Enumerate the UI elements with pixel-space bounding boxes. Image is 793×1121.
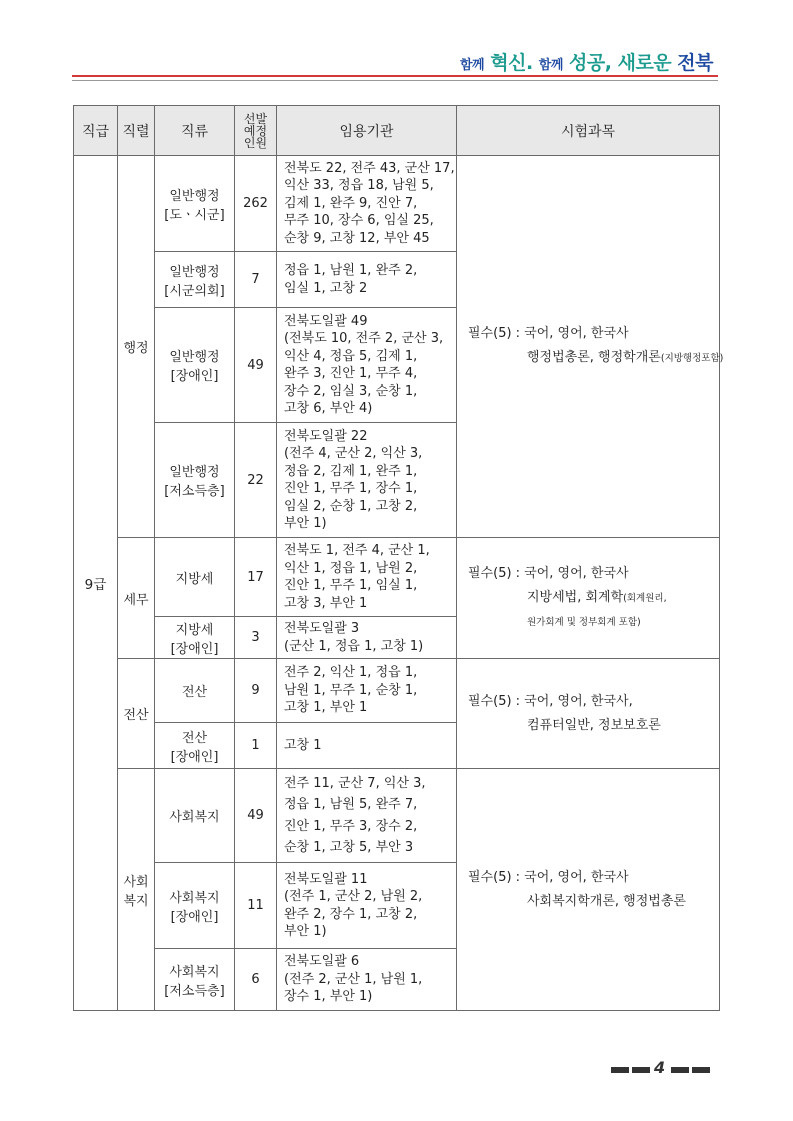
- agency-cell: [277, 863, 457, 949]
- slogan-part: 혁신: [490, 52, 526, 74]
- type-line: [장애인]: [170, 749, 219, 765]
- agency-line: 전주 2, 익산 1, 정읍 1,: [284, 665, 418, 681]
- subject-main: 컴퓨터일반, 정보보호론: [527, 717, 661, 733]
- count-cell: 11: [235, 863, 277, 949]
- count-cell: 6: [235, 949, 277, 1011]
- slogan-part: .: [525, 52, 533, 74]
- type-line: [시군의회]: [164, 283, 225, 299]
- series-line: 사회: [123, 874, 149, 890]
- type-line: 사회복지: [169, 890, 220, 906]
- agency-line: 부안 1): [284, 924, 327, 939]
- agency-line: 전북도일괄 11: [284, 871, 368, 887]
- table-row: [74, 769, 720, 863]
- page-bar-decoration: [671, 1067, 689, 1073]
- type-line: 일반행정: [169, 264, 220, 280]
- agency-line: 순창 9, 고창 12, 부안 45: [284, 230, 430, 246]
- slogan-part: 함께: [459, 58, 485, 73]
- type-line: 사회복지: [169, 964, 220, 980]
- agency-line: 익산 1, 정읍 1, 남원 2,: [284, 560, 418, 576]
- subject-line: 필수(5) : 국어, 영어, 한국사: [468, 326, 629, 341]
- agency-line: (전주 2, 군산 1, 남원 1,: [284, 971, 423, 987]
- type-cell: [155, 659, 235, 723]
- subject-main: 행정법총론, 행정학개론: [527, 350, 661, 365]
- slogan-part: 성공: [569, 52, 605, 74]
- slogan-part: 전북: [677, 52, 713, 74]
- type-cell: [155, 423, 235, 538]
- header-count-line: 선발: [243, 111, 268, 126]
- recruitment-table: [73, 105, 724, 1011]
- agency-line: 익산 4, 정읍 5, 김제 1,: [284, 348, 418, 364]
- agency-cell: [277, 252, 457, 308]
- subject-line: [468, 890, 719, 914]
- agency-line: 고창 1: [284, 737, 322, 753]
- series-cell: [118, 156, 155, 538]
- count-cell: 9: [235, 659, 277, 723]
- type-line: [장애인]: [170, 641, 219, 657]
- agency-line: 전북도일괄 6: [284, 954, 360, 970]
- type-line: [저소득층]: [164, 484, 225, 499]
- agency-line: 완주 2, 장수 1, 고창 2,: [284, 906, 418, 922]
- agency-line: 정읍 1, 남원 5, 완주 7,: [284, 797, 418, 812]
- agency-line: 전북도일괄 22: [284, 428, 368, 444]
- count-cell: 7: [235, 252, 277, 308]
- subject-line: [468, 714, 719, 738]
- series-line: 복지: [123, 893, 149, 909]
- slogan-part: 새로운: [617, 52, 672, 74]
- header-slogan: [460, 48, 713, 75]
- agency-line: 장수 2, 임실 3, 순창 1,: [284, 383, 418, 399]
- agency-line: (군산 1, 정읍 1, 고창 1): [284, 638, 424, 654]
- slogan-part: 함께: [538, 58, 563, 73]
- subject-line: 필수(5) : 국어, 영어, 한국사: [468, 869, 629, 885]
- series-line: 행정: [123, 341, 149, 356]
- agency-cell: [277, 723, 457, 769]
- count-cell: 17: [235, 538, 277, 617]
- agency-line: 고창 3, 부안 1: [284, 595, 368, 611]
- agency-line: (전주 1, 군산 2, 남원 2,: [284, 889, 423, 904]
- type-line: 일반행정: [169, 350, 220, 365]
- type-cell: [155, 769, 235, 863]
- agency-line: 무주 10, 장수 6, 임실 25,: [284, 213, 434, 229]
- series-cell: [118, 659, 155, 769]
- header-count-line: 예정: [243, 123, 268, 138]
- type-line: 전산: [181, 685, 208, 700]
- agency-line: 부안 1): [284, 516, 327, 531]
- count-cell: 1: [235, 723, 277, 769]
- agency-line: 익산 33, 정읍 18, 남원 5,: [284, 178, 434, 194]
- agency-line: 전북도 1, 전주 4, 군산 1,: [284, 543, 430, 558]
- table-row: [74, 538, 720, 617]
- agency-line: 진안 1, 무주 1, 임실 1,: [284, 578, 418, 593]
- page-number: 4: [654, 1058, 666, 1077]
- type-cell: [155, 308, 235, 423]
- agency-line: 정읍 1, 남원 1, 완주 2,: [284, 263, 418, 278]
- subject-line: [468, 586, 719, 611]
- header-series: 직렬: [118, 106, 155, 156]
- subject-line: 필수(5) : 국어, 영어, 한국사,: [468, 693, 633, 709]
- header-agency: 임용기관: [277, 106, 457, 156]
- type-line: 사회복지: [169, 810, 220, 825]
- agency-line: 김제 1, 완주 9, 진안 7,: [284, 195, 418, 211]
- header-type: 직류: [155, 106, 235, 156]
- page-bar-decoration: [611, 1067, 629, 1073]
- agency-line: 순창 1, 고창 5, 부안 3: [284, 840, 414, 855]
- agency-cell: [277, 769, 457, 863]
- subject-note: (지방행정포함): [660, 353, 724, 364]
- agency-cell: [277, 156, 457, 252]
- type-line: [저소득층]: [164, 983, 225, 999]
- agency-cell: [277, 617, 457, 659]
- series-cell: [118, 769, 155, 1011]
- type-cell: [155, 723, 235, 769]
- agency-cell: [277, 308, 457, 423]
- type-cell: [155, 538, 235, 617]
- count-cell: 49: [235, 308, 277, 423]
- agency-line: 완주 3, 진안 1, 무주 4,: [284, 366, 418, 381]
- header-count: [235, 106, 277, 156]
- type-line: 일반행정: [169, 188, 220, 204]
- agency-line: 임실 1, 고창 2: [284, 280, 368, 296]
- agency-cell: [277, 659, 457, 723]
- subject-note: 원가회계 및 정부회계 포함): [527, 616, 641, 628]
- agency-line: 전북도일괄 49: [284, 313, 368, 329]
- count-cell: 22: [235, 423, 277, 538]
- page-number-footer: [611, 1058, 711, 1080]
- agency-line: 장수 1, 부안 1): [284, 989, 373, 1005]
- agency-line: 고창 1, 부안 1: [284, 700, 368, 716]
- table-row: [74, 659, 720, 723]
- type-cell: [155, 252, 235, 308]
- agency-cell: [277, 423, 457, 538]
- count-cell: 49: [235, 769, 277, 863]
- agency-line: 진안 1, 무주 1, 장수 1,: [284, 481, 418, 496]
- agency-line: 전주 11, 군산 7, 익산 3,: [284, 775, 426, 791]
- subjects-cell: [457, 538, 720, 659]
- page-bar-decoration: [692, 1067, 710, 1073]
- grade-cell: 9급: [74, 156, 118, 1011]
- header-count-line: 인원: [243, 135, 268, 150]
- header-grade: 직급: [74, 106, 118, 156]
- agency-line: 임실 2, 순창 1, 고창 2,: [284, 498, 418, 514]
- subject-main: 지방세법, 회계학: [527, 589, 624, 605]
- subject-note: (회계원리,: [623, 592, 667, 604]
- subjects-cell: [457, 659, 720, 769]
- agency-line: 정읍 2, 김제 1, 완주 1,: [284, 463, 418, 479]
- agency-line: 고창 6, 부안 4): [284, 401, 373, 416]
- type-line: [도ㆍ시군]: [164, 207, 225, 223]
- subjects-cell: [457, 156, 724, 538]
- page-bar-decoration: [632, 1067, 650, 1073]
- type-cell: [155, 617, 235, 659]
- type-line: [장애인]: [170, 909, 219, 925]
- type-cell: [155, 156, 235, 252]
- count-cell: 262: [235, 156, 277, 252]
- type-line: 지방세: [175, 571, 214, 587]
- subjects-cell: [457, 769, 720, 1011]
- subject-line: 필수(5) : 국어, 영어, 한국사: [468, 565, 629, 581]
- agency-line: 전북도일괄 3: [284, 621, 360, 636]
- agency-line: 남원 1, 무주 1, 순창 1,: [284, 682, 418, 698]
- header-subjects: 시험과목: [457, 106, 720, 156]
- agency-line: 진안 1, 무주 3, 장수 2,: [284, 818, 418, 834]
- agency-cell: [277, 949, 457, 1011]
- table-row: [74, 156, 720, 252]
- subject-line: [468, 346, 724, 371]
- type-cell: [155, 949, 235, 1011]
- slogan-part: ,: [604, 52, 612, 74]
- type-line: 지방세: [175, 622, 214, 638]
- series-line: 세무: [123, 592, 149, 608]
- type-line: 일반행정: [169, 465, 220, 480]
- type-line: 전산: [181, 730, 208, 746]
- series-line: 전산: [123, 708, 149, 723]
- agency-cell: [277, 538, 457, 617]
- subject-main: 사회복지학개론, 행정법총론: [527, 893, 686, 909]
- type-cell: [155, 863, 235, 949]
- agency-line: (전북도 10, 전주 2, 군산 3,: [284, 331, 444, 346]
- header-divider-red: [72, 75, 718, 77]
- table-header-row: [74, 106, 720, 156]
- agency-line: 전북도 22, 전주 43, 군산 17,: [284, 160, 455, 176]
- agency-line: (전주 4, 군산 2, 익산 3,: [284, 446, 423, 461]
- type-line: [장애인]: [170, 369, 219, 384]
- count-cell: 3: [235, 617, 277, 659]
- header-divider-gray: [72, 80, 718, 81]
- series-cell: [118, 538, 155, 659]
